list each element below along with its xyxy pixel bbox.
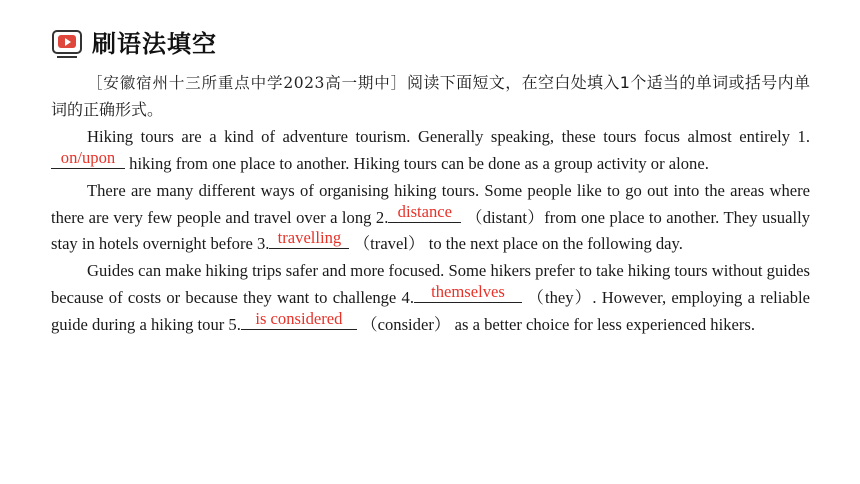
blank-2[interactable] (388, 201, 461, 223)
passage-text: hiking from one place to another. Hiking tours can be done as a group activity or alone. (125, 153, 709, 173)
instruction (51, 70, 810, 124)
passage-text: There are many different ways of organising hiking tours. Some people like to go out into the areas where there are very few people and travel over a long 2. (51, 180, 810, 227)
passage-text: as a better choice for less experienced hikers. (450, 315, 755, 335)
paragraph-2 (51, 178, 810, 259)
blank-1[interactable] (51, 147, 125, 169)
hint-3: （travel） (349, 234, 429, 254)
answer-2: distance (397, 201, 453, 221)
source-label: ［安徽宿州十三所重点中学2023高一期中］ (87, 74, 408, 92)
hint-2: （distant） (461, 207, 545, 227)
section-title: 刷语法填空 (92, 30, 217, 58)
answer-5: is considered (255, 309, 343, 329)
answer-4: themselves (431, 282, 505, 302)
hint-5: （consider） (356, 315, 451, 335)
paragraph-3 (51, 258, 810, 339)
passage-text: . However, employing a reliable guide during a hiking tour 5. (51, 288, 810, 335)
passage-text: from one place to another. They usually stay in hotels overnight before 3. (51, 207, 810, 254)
blank-5[interactable] (241, 309, 357, 330)
answer-1: on/upon (60, 147, 116, 167)
answer-3: travelling (277, 228, 342, 248)
section-header (52, 24, 217, 59)
hint-4: （they） (527, 288, 593, 308)
video-play-icon (52, 30, 82, 54)
blank-4[interactable] (414, 282, 522, 303)
passage-text: Guides can make hiking trips safer and more focused. Some hikers prefer to take hiking tours without guides because of costs or because they want to challenge 4. (51, 261, 810, 308)
passage-text: Hiking tours are a kind of adventure tourism. Generally speaking, these tours focus almost entirely 1. (87, 126, 810, 146)
passage-text: to the next place on the following day. (428, 234, 683, 254)
exercise-content (51, 70, 810, 339)
instruction-text: 阅读下面短文，在空白处填入1个适当的单词或括号内单词的正确形式。 (51, 73, 810, 119)
blank-3[interactable] (269, 228, 349, 249)
paragraph-1 (51, 124, 810, 178)
